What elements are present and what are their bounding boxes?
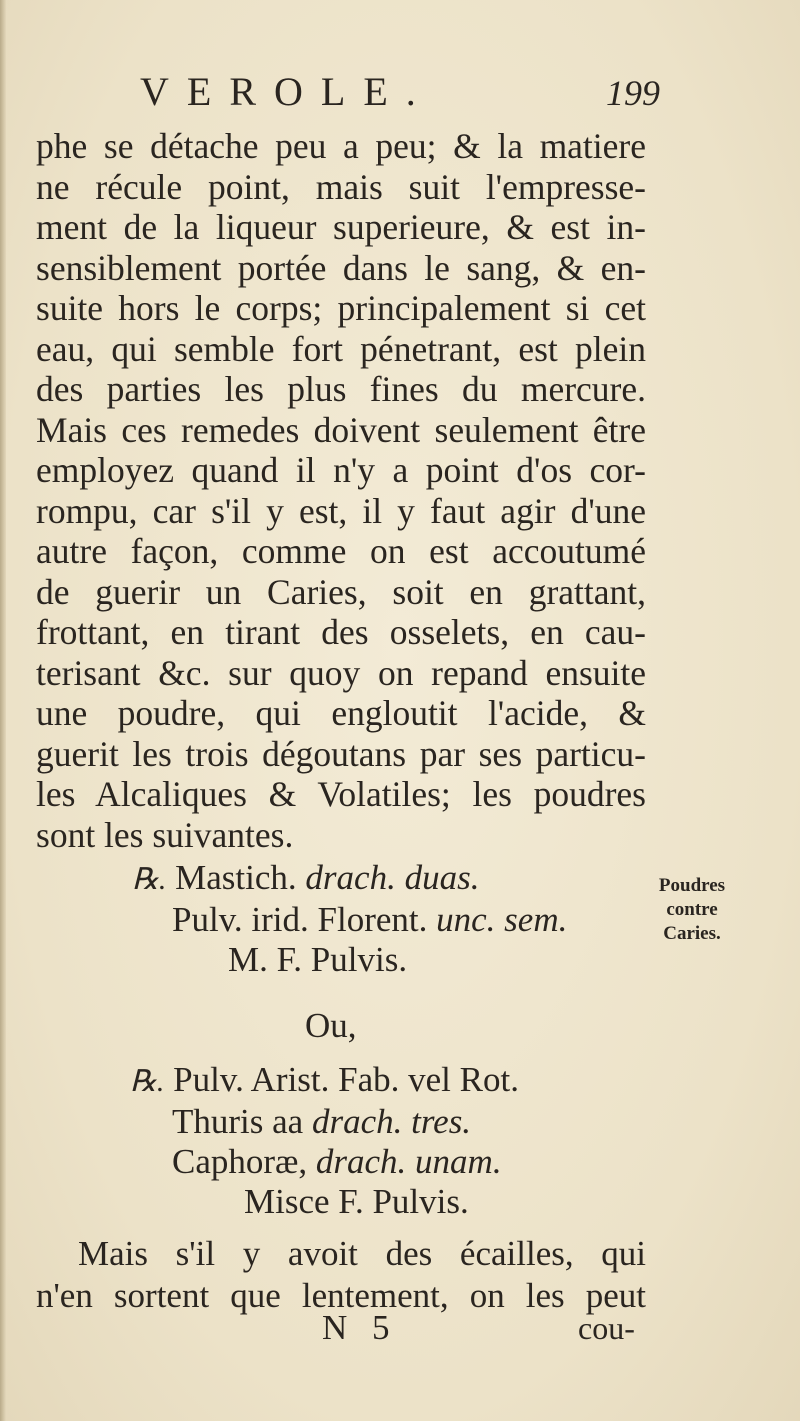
catchword: cou- <box>578 1310 635 1346</box>
recipe-two <box>130 1060 519 1222</box>
margin-note-line: Caries. <box>663 923 721 944</box>
text-line: eau, qui semble fort pénetrant, est plein <box>36 328 646 369</box>
text-line: une poudre, qui engloutit l'acide, & <box>36 693 646 733</box>
page-edge-shadow <box>0 0 6 1421</box>
text-line: ment de la liqueur superieure, & est in- <box>36 207 646 247</box>
text-line: n'en sortent que lentement, on les peut <box>36 1276 646 1315</box>
recipe-ingredient: Caphoræ, <box>172 1142 308 1181</box>
page-header <box>140 68 660 118</box>
recipe-line <box>130 1060 519 1102</box>
recipe-quantity: drach. unam. <box>315 1142 502 1181</box>
recipe-line <box>132 858 567 900</box>
recipe-symbol: ℞. <box>130 1065 165 1098</box>
main-paragraph <box>36 126 646 855</box>
recipe-line <box>130 1142 519 1182</box>
text-line: les Alcaliques & Volatiles; les poudres <box>36 774 646 814</box>
recipe-ingredient: Thuris aa <box>172 1102 304 1141</box>
alternative-separator: Ou, <box>305 1006 357 1045</box>
text-line: phe se détache peu a peu; & la matiere <box>36 126 646 166</box>
closing-paragraph <box>36 1233 646 1317</box>
recipe-line: M. F. Pulvis. <box>228 940 408 979</box>
text-line: rompu, car s'il y est, il y faut agir d'une <box>36 490 646 531</box>
recipe-ingredient: Pulv. irid. Florent. <box>172 900 428 939</box>
text-line: des parties les plus fines du mercure. <box>36 369 646 409</box>
recipe-line <box>130 1102 519 1142</box>
text-line: sont les suivantes. <box>36 814 294 855</box>
margin-note-line: Poudres <box>658 875 726 896</box>
margin-note <box>642 874 742 946</box>
text-line: frottant, en tirant des osselets, en cau- <box>36 612 646 652</box>
recipe-line <box>132 900 567 940</box>
text-line: suite hors le corps; principalement si cet <box>36 288 646 328</box>
running-title: VEROLE. <box>140 69 434 114</box>
recipe-quantity: drach. tres. <box>311 1102 472 1141</box>
text-line: de guerir un Caries, soit en grattant, <box>36 571 646 612</box>
recipe-one <box>132 858 567 980</box>
text-line: ne récule point, mais suit l'empresse- <box>36 166 646 207</box>
recipe-ingredient: Pulv. Arist. Fab. vel Rot. <box>173 1060 519 1099</box>
recipe-quantity: drach. duas. <box>305 858 480 897</box>
page-number: 199 <box>606 73 660 113</box>
signature-mark: N 5 <box>322 1308 398 1347</box>
text-line: autre façon, comme on est accoutumé <box>36 531 646 571</box>
text-line: Mais s'il y avoit des écailles, qui <box>78 1234 646 1273</box>
recipe-ingredient: Mastich. <box>175 858 297 897</box>
recipe-quantity: unc. sem. <box>436 900 568 939</box>
text-line: sensiblement portée dans le sang, & en- <box>36 247 646 288</box>
text-line: employez quand il n'y a point d'os cor- <box>36 450 646 490</box>
text-line: terisant &c. sur quoy on repand ensuite <box>36 652 646 693</box>
margin-note-line: contre <box>666 899 718 920</box>
text-line: guerit les trois dégoutans par ses particu- <box>36 733 646 774</box>
text-line: Mais ces remedes doivent seulement être <box>36 409 646 450</box>
recipe-symbol: ℞. <box>132 863 167 896</box>
recipe-line: Misce F. Pulvis. <box>244 1182 469 1221</box>
